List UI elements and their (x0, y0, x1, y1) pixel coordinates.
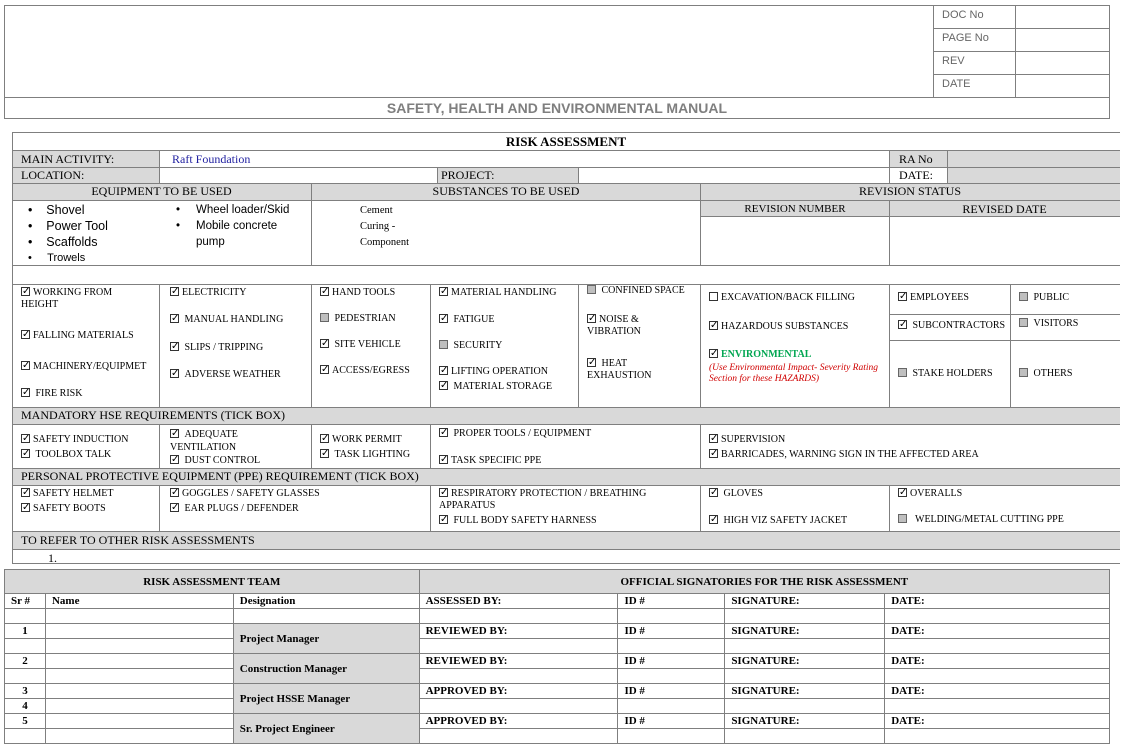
hazard-access-egress[interactable]: ✓ACCESS/EGRESS (320, 365, 410, 377)
date-label: DATE: (885, 684, 1110, 699)
checkbox-icon[interactable] (709, 321, 718, 330)
name-input[interactable] (45, 669, 233, 684)
list-item: • Trowels (28, 252, 86, 264)
ppe-ear-plugs[interactable]: ✓ EAR PLUGS / DEFENDER (170, 503, 299, 515)
checkbox-icon[interactable] (21, 388, 30, 397)
hazard-manual-handling[interactable]: ✓ MANUAL HANDLING (170, 314, 283, 326)
signatories-table (4, 569, 1110, 744)
hazard-confined-space[interactable]: CONFINED SPACE (587, 285, 685, 297)
ppe-respiratory[interactable]: ✓RESPIRATORY PROTECTION / BREATHING APPARATUS (439, 488, 679, 512)
checkbox-icon[interactable] (170, 429, 179, 438)
ppe-welding[interactable]: WELDING/METAL CUTTING PPE (898, 514, 1064, 526)
checkbox-icon[interactable] (320, 365, 329, 374)
checkbox-icon[interactable] (439, 314, 448, 323)
hazard-public[interactable]: PUBLIC (1019, 292, 1069, 304)
hazard-employees[interactable]: ✓EMPLOYEES (898, 292, 969, 304)
signature-label: SIGNATURE: (725, 594, 885, 609)
checkbox-icon[interactable] (709, 515, 718, 524)
date-label: DATE: (885, 654, 1110, 669)
checkbox-icon[interactable] (439, 381, 448, 390)
hazard-hazardous-substances[interactable]: ✓HAZARDOUS SUBSTANCES (709, 321, 848, 333)
designation: Project HSSE Manager (233, 684, 419, 714)
hazard-heat-exhaustion[interactable]: ✓ HEAT EXHAUSTION (587, 358, 657, 382)
req-work-permit[interactable]: ✓WORK PERMIT (320, 434, 402, 446)
checkbox-icon[interactable] (439, 287, 448, 296)
hazard-noise-vibration[interactable]: ✓NOISE & VIBRATION (587, 314, 667, 338)
date-label: DATE: (885, 594, 1110, 609)
checkbox-icon[interactable] (1019, 318, 1028, 327)
checkbox-icon[interactable] (170, 455, 179, 464)
reviewed-by-label: REVIEWED BY: (419, 624, 618, 639)
ppe-overalls[interactable]: ✓OVERALLS (898, 488, 962, 500)
checkbox-icon[interactable] (320, 434, 329, 443)
table-row (5, 714, 1110, 729)
assessed-by-label: ASSESSED BY: (419, 594, 618, 609)
revised-date-label: REVISED DATE (962, 202, 1047, 216)
checkbox-icon[interactable] (170, 369, 179, 378)
doc-no-label: DOC No (942, 9, 984, 21)
hazard-excavation[interactable]: EXCAVATION/BACK FILLING (709, 292, 855, 304)
list-item: • Scaffolds (28, 235, 98, 249)
date-field-label: DATE: (899, 168, 933, 182)
reviewed-by-label: REVIEWED BY: (419, 654, 618, 669)
hazard-material-handling[interactable]: ✓MATERIAL HANDLING (439, 287, 556, 299)
checkbox-icon[interactable] (21, 434, 30, 443)
signature-label: SIGNATURE: (725, 624, 885, 639)
page-no-label: PAGE No (942, 32, 989, 44)
name-input[interactable] (45, 729, 233, 744)
checkbox-icon[interactable] (898, 514, 907, 523)
environmental-note: (Use Environmental Impact- Severity Rating Section for these HAZARDS) (709, 363, 879, 384)
checkbox-icon[interactable] (439, 428, 448, 437)
hazard-environmental[interactable]: ✓ENVIRONMENTAL (709, 349, 811, 361)
hazard-subcontractors[interactable]: ✓ SUBCONTRACTORS (898, 320, 1005, 332)
hazard-visitors[interactable]: VISITORS (1019, 318, 1078, 330)
req-proper-tools[interactable]: ✓ PROPER TOOLS / EQUIPMENT (439, 428, 591, 440)
req-barricades[interactable]: ✓BARRICADES, WARNING SIGN IN THE AFFECTED AREA (709, 449, 979, 461)
req-task-specific-ppe[interactable]: ✓TASK SPECIFIC PPE (439, 455, 541, 467)
manual-title: SAFETY, HEALTH AND ENVIRONMENTAL MANUAL (386, 100, 728, 116)
checkbox-icon[interactable] (439, 366, 448, 375)
table-row (5, 624, 1110, 639)
table-row (5, 684, 1110, 699)
checkbox-icon[interactable] (170, 314, 179, 323)
name-input[interactable] (45, 684, 233, 699)
req-dust-control[interactable]: ✓ DUST CONTROL (170, 455, 260, 467)
req-safety-induction[interactable]: ✓SAFETY INDUCTION (21, 434, 128, 446)
signatories-header: OFFICIAL SIGNATORIES FOR THE RISK ASSESSMENT (419, 570, 1109, 594)
date-label: DATE: (885, 624, 1110, 639)
designation: Construction Manager (233, 654, 419, 684)
checkbox-icon[interactable] (320, 339, 329, 348)
refer-header: TO REFER TO OTHER RISK ASSESSMENTS (21, 533, 255, 547)
req-supervision[interactable]: ✓SUPERVISION (709, 434, 785, 446)
designation: Sr. Project Engineer (233, 714, 419, 744)
checkbox-icon[interactable] (320, 313, 329, 322)
mandatory-header: MANDATORY HSE REQUIREMENTS (TICK BOX) (21, 408, 286, 422)
checkbox-icon[interactable] (439, 455, 448, 464)
hazard-material-storage[interactable]: ✓ MATERIAL STORAGE (439, 381, 552, 393)
checkbox-icon[interactable] (709, 488, 718, 497)
name-input[interactable] (45, 609, 233, 624)
checkbox-icon[interactable] (170, 503, 179, 512)
designation-header: Designation (233, 594, 419, 609)
signature-label: SIGNATURE: (725, 654, 885, 669)
location-label: LOCATION: (21, 168, 85, 182)
checkbox-icon[interactable] (320, 449, 329, 458)
hazard-slips-tripping[interactable]: ✓ SLIPS / TRIPPING (170, 342, 263, 354)
approved-by-label: APPROVED BY: (419, 684, 618, 699)
project-label: PROJECT: (441, 168, 495, 182)
checkbox-icon[interactable] (587, 358, 596, 367)
ppe-goggles[interactable]: ✓GOGGLES / SAFETY GLASSES (170, 488, 320, 500)
checkbox-icon[interactable] (170, 342, 179, 351)
ppe-header: PERSONAL PROTECTIVE EQUIPMENT (PPE) REQUIREMENT (TICK BOX) (21, 469, 419, 483)
hazard-falling-materials[interactable]: ✓FALLING MATERIALS (21, 330, 134, 342)
hazard-hand-tools[interactable]: ✓HAND TOOLS (320, 287, 395, 299)
list-item: Cement (360, 205, 393, 216)
hazard-working-from-height[interactable]: ✓WORKING FROM HEIGHT (21, 287, 151, 311)
table-row (5, 654, 1110, 669)
checkbox-icon[interactable] (898, 292, 907, 301)
approved-by-label: APPROVED BY: (419, 714, 618, 729)
hazard-security[interactable]: SECURITY (439, 340, 502, 352)
table-row (5, 699, 1110, 714)
checkbox-icon[interactable] (898, 320, 907, 329)
req-task-lighting[interactable]: ✓ TASK LIGHTING (320, 449, 410, 461)
checkbox-icon[interactable] (1019, 368, 1028, 377)
ra-no-label: RA No (899, 152, 933, 166)
substances-header: SUBSTANCES TO BE USED (432, 184, 580, 198)
revision-status-header: REVISION STATUS (858, 184, 962, 198)
main-activity-value: Raft Foundation (172, 152, 251, 166)
signature-label: SIGNATURE: (725, 684, 885, 699)
name-input[interactable] (45, 714, 233, 729)
designation: Project Manager (233, 624, 419, 654)
id-label: ID # (618, 654, 725, 669)
equipment-header: EQUIPMENT TO BE USED (91, 184, 232, 198)
rev-label: REV (942, 55, 965, 67)
checkbox-icon[interactable] (439, 515, 448, 524)
checkbox-icon[interactable] (21, 361, 30, 370)
checkbox-icon[interactable] (898, 368, 907, 377)
checkbox-icon[interactable] (320, 287, 329, 296)
sr-number: 3 (5, 684, 46, 699)
checkbox-icon[interactable] (587, 285, 596, 294)
checkbox-icon[interactable] (709, 449, 718, 458)
substances-list (360, 203, 409, 251)
checkbox-icon[interactable] (709, 292, 718, 301)
name-input[interactable] (45, 654, 233, 669)
list-item: • Shovel (28, 203, 85, 217)
list-item: Curing - (360, 221, 396, 232)
revision-number-label: REVISION NUMBER (744, 203, 846, 215)
sr-number: 2 (5, 654, 46, 669)
ppe-safety-helmet[interactable]: ✓SAFETY HELMET (21, 488, 113, 500)
checkbox-icon[interactable] (1019, 292, 1028, 301)
name-input[interactable] (45, 624, 233, 639)
id-label: ID # (618, 594, 725, 609)
ppe-harness[interactable]: ✓ FULL BODY SAFETY HARNESS (439, 515, 597, 527)
checkbox-icon[interactable] (439, 488, 448, 497)
checkbox-icon[interactable] (21, 330, 30, 339)
sr-number: 1 (5, 624, 46, 639)
checkbox-icon[interactable] (170, 488, 179, 497)
checkbox-icon[interactable] (709, 349, 718, 358)
hazard-site-vehicle[interactable]: ✓ SITE VEHICLE (320, 339, 401, 351)
id-label: ID # (618, 624, 725, 639)
ra-title: RISK ASSESSMENT (505, 134, 627, 149)
checkbox-icon[interactable] (170, 287, 179, 296)
list-item: • Wheel loader/Skid (176, 204, 290, 216)
equipment-list-1 (28, 202, 108, 266)
name-input[interactable] (45, 699, 233, 714)
checkbox-icon[interactable] (439, 340, 448, 349)
id-label: ID # (618, 684, 725, 699)
hazard-pedestrian[interactable]: PEDESTRIAN (320, 313, 396, 325)
list-item: • Mobile concrete pump (176, 220, 278, 248)
checkbox-icon[interactable] (21, 287, 30, 296)
name-header: Name (45, 594, 233, 609)
hazard-machinery[interactable]: ✓MACHINERY/EQUIPMET (21, 361, 146, 373)
checkbox-icon[interactable] (21, 449, 30, 458)
main-activity-label: MAIN ACTIVITY: (21, 152, 115, 166)
date-label: DATE (942, 78, 971, 90)
sr-number: 5 (5, 714, 46, 729)
refer-item-1: 1. (48, 551, 57, 565)
checkbox-icon[interactable] (709, 434, 718, 443)
hazard-others[interactable]: OTHERS (1019, 368, 1072, 380)
req-adequate-ventilation[interactable]: ✓ ADEQUATE VENTILATION (170, 428, 260, 454)
ppe-gloves[interactable]: ✓ GLOVES (709, 488, 763, 500)
hazard-electricity[interactable]: ✓ELECTRICITY (170, 287, 246, 299)
ppe-safety-boots[interactable]: ✓SAFETY BOOTS (21, 503, 106, 515)
ppe-high-viz[interactable]: ✓ HIGH VIZ SAFETY JACKET (709, 515, 847, 527)
req-toolbox-talk[interactable]: ✓ TOOLBOX TALK (21, 449, 111, 461)
sr-header: Sr # (5, 594, 46, 609)
checkbox-icon[interactable] (898, 488, 907, 497)
team-header: RISK ASSESSMENT TEAM (5, 570, 420, 594)
sr-number: 4 (5, 699, 46, 714)
hazard-stake-holders[interactable]: STAKE HOLDERS (898, 368, 993, 380)
hazard-fatigue[interactable]: ✓ FATIGUE (439, 314, 494, 326)
hazard-lifting-operation[interactable]: ✓LIFTING OPERATION (439, 366, 548, 378)
id-label: ID # (618, 714, 725, 729)
name-input[interactable] (45, 639, 233, 654)
equipment-list-2 (176, 202, 301, 250)
list-item: • Power Tool (28, 219, 108, 233)
hazard-adverse-weather[interactable]: ✓ ADVERSE WEATHER (170, 369, 281, 381)
checkbox-icon[interactable] (21, 503, 30, 512)
hazard-fire-risk[interactable]: ✓ FIRE RISK (21, 388, 82, 400)
list-item: Component (360, 237, 409, 248)
checkbox-icon[interactable] (21, 488, 30, 497)
checkbox-icon[interactable] (587, 314, 596, 323)
date-label: DATE: (885, 714, 1110, 729)
signature-label: SIGNATURE: (725, 714, 885, 729)
